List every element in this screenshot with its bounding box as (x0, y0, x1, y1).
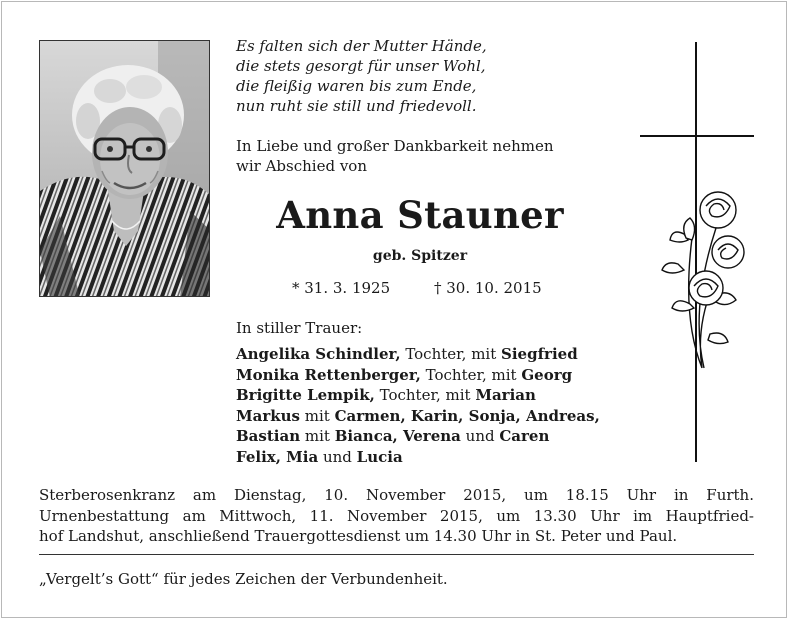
poem-line: die fleißig waren bis zum Ende, (236, 77, 477, 95)
mourner-name: Brigitte Lempik, (236, 386, 375, 405)
poem-line: nun ruht sie still und friedevoll. (236, 97, 477, 115)
thanks-note: „Vergelt’s Gott“ für jedes Zeichen der Verbundenheit. (39, 570, 448, 588)
mourner-relation: Tochter, mit (420, 365, 522, 384)
cross-with-roses-icon (632, 38, 762, 464)
funeral-details (39, 485, 754, 547)
mourner-name: Siegfried (501, 345, 578, 363)
mourner-name: Caren (499, 427, 550, 446)
mourner-line (236, 365, 636, 386)
funeral-line: Urnenbestattung am Mittwoch, 11. November 2015, um 13.30 Uhr im Hauptfried- (39, 506, 754, 525)
mourner-line (236, 406, 636, 427)
intro-line: In Liebe und großer Dankbarkeit nehmen (236, 137, 554, 155)
poem-line: Es falten sich der Mutter Hände, (236, 37, 487, 55)
birth-date: * 31. 3. 1925 (292, 279, 391, 297)
mourner-name: Bianca, Verena (334, 427, 461, 446)
mourner-name: Felix, Mia (236, 447, 319, 466)
funeral-line: Sterberosenkranz am Dienstag, 10. November 2015, um 18.15 Uhr in Furth. (39, 486, 754, 504)
obituary-notice (1, 1, 787, 618)
mourner-relation: und (460, 427, 500, 446)
mourners-heading: In stiller Trauer: (236, 319, 363, 337)
mourners-list (236, 344, 636, 468)
mourner-line (236, 385, 636, 406)
funeral-line: hof Landshut, anschließend Trauergottesdienst um 14.30 Uhr in St. Peter und Paul. (39, 527, 678, 545)
mourner-name: Bastian (236, 427, 301, 446)
mourner-name: Marian (475, 386, 536, 405)
mourner-line (236, 426, 636, 447)
deceased-name: Anna Stauner (276, 193, 564, 237)
maiden-name: geb. Spitzer (372, 248, 468, 264)
mourner-line (236, 447, 636, 468)
poem (236, 36, 616, 116)
mourner-name: Georg (521, 365, 573, 384)
mourner-name: Carmen, Karin, Sonja, Andreas, (334, 406, 600, 425)
mourner-relation: mit (300, 427, 335, 446)
mourner-name: Markus (236, 406, 300, 425)
divider (39, 554, 754, 555)
mourner-name: Angelika Schindler, (236, 345, 401, 363)
portrait-photo (39, 40, 210, 297)
mourner-name: Monika Rettenberger, (236, 365, 421, 384)
farewell-intro (236, 136, 616, 176)
mourner-relation: Tochter, mit (374, 386, 476, 405)
mourner-line (236, 344, 636, 365)
poem-line: die stets gesorgt für unser Wohl, (236, 57, 486, 75)
intro-line: wir Abschied von (236, 157, 367, 175)
mourner-name: Lucia (356, 447, 403, 466)
mourner-relation: Tochter, mit (400, 345, 502, 363)
portrait-image (40, 41, 210, 297)
death-date: † 30. 10. 2015 (434, 279, 542, 297)
mourner-relation: und (318, 447, 357, 466)
mourner-relation: mit (299, 406, 335, 425)
